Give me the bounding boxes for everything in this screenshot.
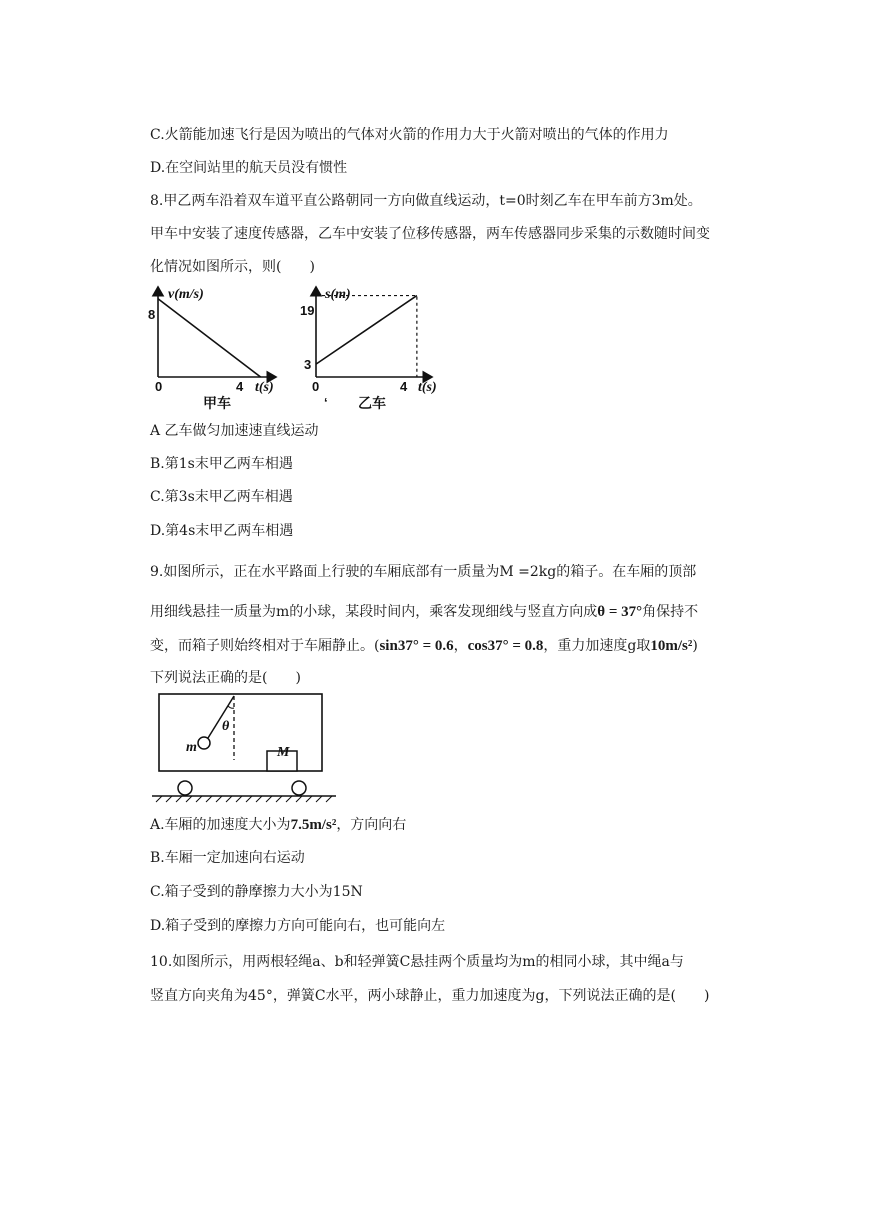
q9-sep: ， [453, 638, 468, 654]
q10-line-2: 竖直方向夹角为45°，弹簧C水平，两小球静止，重力加速度为g，下列说法正确的是( ) [150, 988, 710, 1004]
q9-line-3 [150, 636, 698, 656]
x-axis-label: t(s) [255, 380, 274, 395]
theta-expr: θ = 37° [597, 604, 643, 620]
q9-option-d: D.箱子受到的摩擦力方向可能向右，也可能向左 [150, 918, 446, 934]
option-d-q7: D.在空间站里的航天员没有惯性 [150, 160, 348, 176]
sin-expr: sin37° = 0.6 [379, 638, 454, 654]
data-line [158, 299, 261, 377]
angle-label: θ [222, 719, 230, 734]
string [208, 696, 234, 738]
q9-line-4: 下列说法正确的是( ) [150, 670, 301, 686]
q9-line-3-text-a: 变，而箱子则始终相对于车厢静止。( [150, 638, 380, 654]
angle-arc [228, 706, 234, 708]
ground-hatching [156, 796, 332, 802]
q9-line-2 [150, 602, 698, 622]
q8-option-c: C.第3s末甲乙两车相遇 [150, 489, 293, 505]
figure-carriage [150, 690, 340, 805]
wheel-left [178, 781, 192, 795]
chart-caption: 甲车 [203, 396, 231, 412]
ball [198, 737, 210, 749]
q9-option-b: B.车厢一定加速向右运动 [150, 850, 305, 866]
box-label: M [277, 745, 290, 760]
q8-option-a: A 乙车做匀加速速直线运动 [150, 423, 319, 439]
q8-line-3: 化情况如图所示，则( ) [150, 259, 315, 275]
origin-label: 0 [312, 379, 320, 394]
accel-expr: 7.5m/s² [290, 817, 337, 833]
x-axis-label: t(s) [418, 380, 437, 395]
q8-option-d: D.第4s末甲乙两车相遇 [150, 523, 294, 539]
q9-option-a-text-b: ，方向向右 [336, 817, 407, 833]
x-tick-4: 4 [400, 379, 408, 394]
q9-line-3-text-b: ，重力加速度g取 [543, 638, 651, 654]
y-tick-19: 19 [300, 303, 315, 318]
y-tick-3: 3 [304, 357, 312, 372]
q9-line-2-text-b: 角保持不 [642, 604, 699, 620]
q9-option-a [150, 815, 406, 835]
x-tick-4: 4 [236, 379, 244, 394]
chart-yi-car-st [300, 283, 450, 413]
q8-line-2: 甲车中安装了速度传感器，乙车中安装了位移传感器，两车传感器同步采集的示数随时间变 [150, 226, 710, 242]
q9-line-1: 9.如图所示，正在水平路面上行驶的车厢底部有一质量为M =2kg的箱子。在车厢的顶部 [150, 564, 697, 580]
origin-label: 0 [155, 379, 163, 394]
q9-option-c: C.箱子受到的静摩擦力大小为15N [150, 884, 363, 900]
q9-line-3-text-c: ) [692, 638, 698, 654]
g-expr: 10m/s² [650, 638, 693, 654]
data-line [316, 296, 417, 365]
q9-line-2-text-a: 用细线悬挂一质量为m的小球，某段时间内，乘客发现细线与竖直方向成 [150, 604, 598, 620]
wheel-right [292, 781, 306, 795]
q8-option-b: B.第1s末甲乙两车相遇 [150, 456, 293, 472]
q9-option-a-text-a: A.车厢的加速度大小为 [150, 817, 291, 833]
chart-jia-car-vt [145, 283, 295, 413]
q8-line-1: 8.甲乙两车沿着双车道平直公路朝同一方向做直线运动，t=0时刻乙车在甲车前方3m处。 [150, 193, 702, 209]
y-axis-label: s(m) [325, 287, 351, 302]
chart-caption: 乙车 [358, 396, 386, 412]
y-axis-label: v(m/s) [168, 287, 204, 302]
guide-dashed [316, 296, 417, 377]
ball-label: m [186, 740, 197, 755]
y-tick-8: 8 [148, 307, 156, 322]
cos-expr: cos37° = 0.8 [467, 638, 544, 654]
q10-line-1: 10.如图所示，用两根轻绳a、b和轻弹簧C悬挂两个质量均为m的相同小球，其中绳a与 [150, 954, 684, 970]
stray-mark: ‘ [324, 395, 328, 410]
option-c-q7: C.火箭能加速飞行是因为喷出的气体对火箭的作用力大于火箭对喷出的气体的作用力 [150, 127, 669, 143]
